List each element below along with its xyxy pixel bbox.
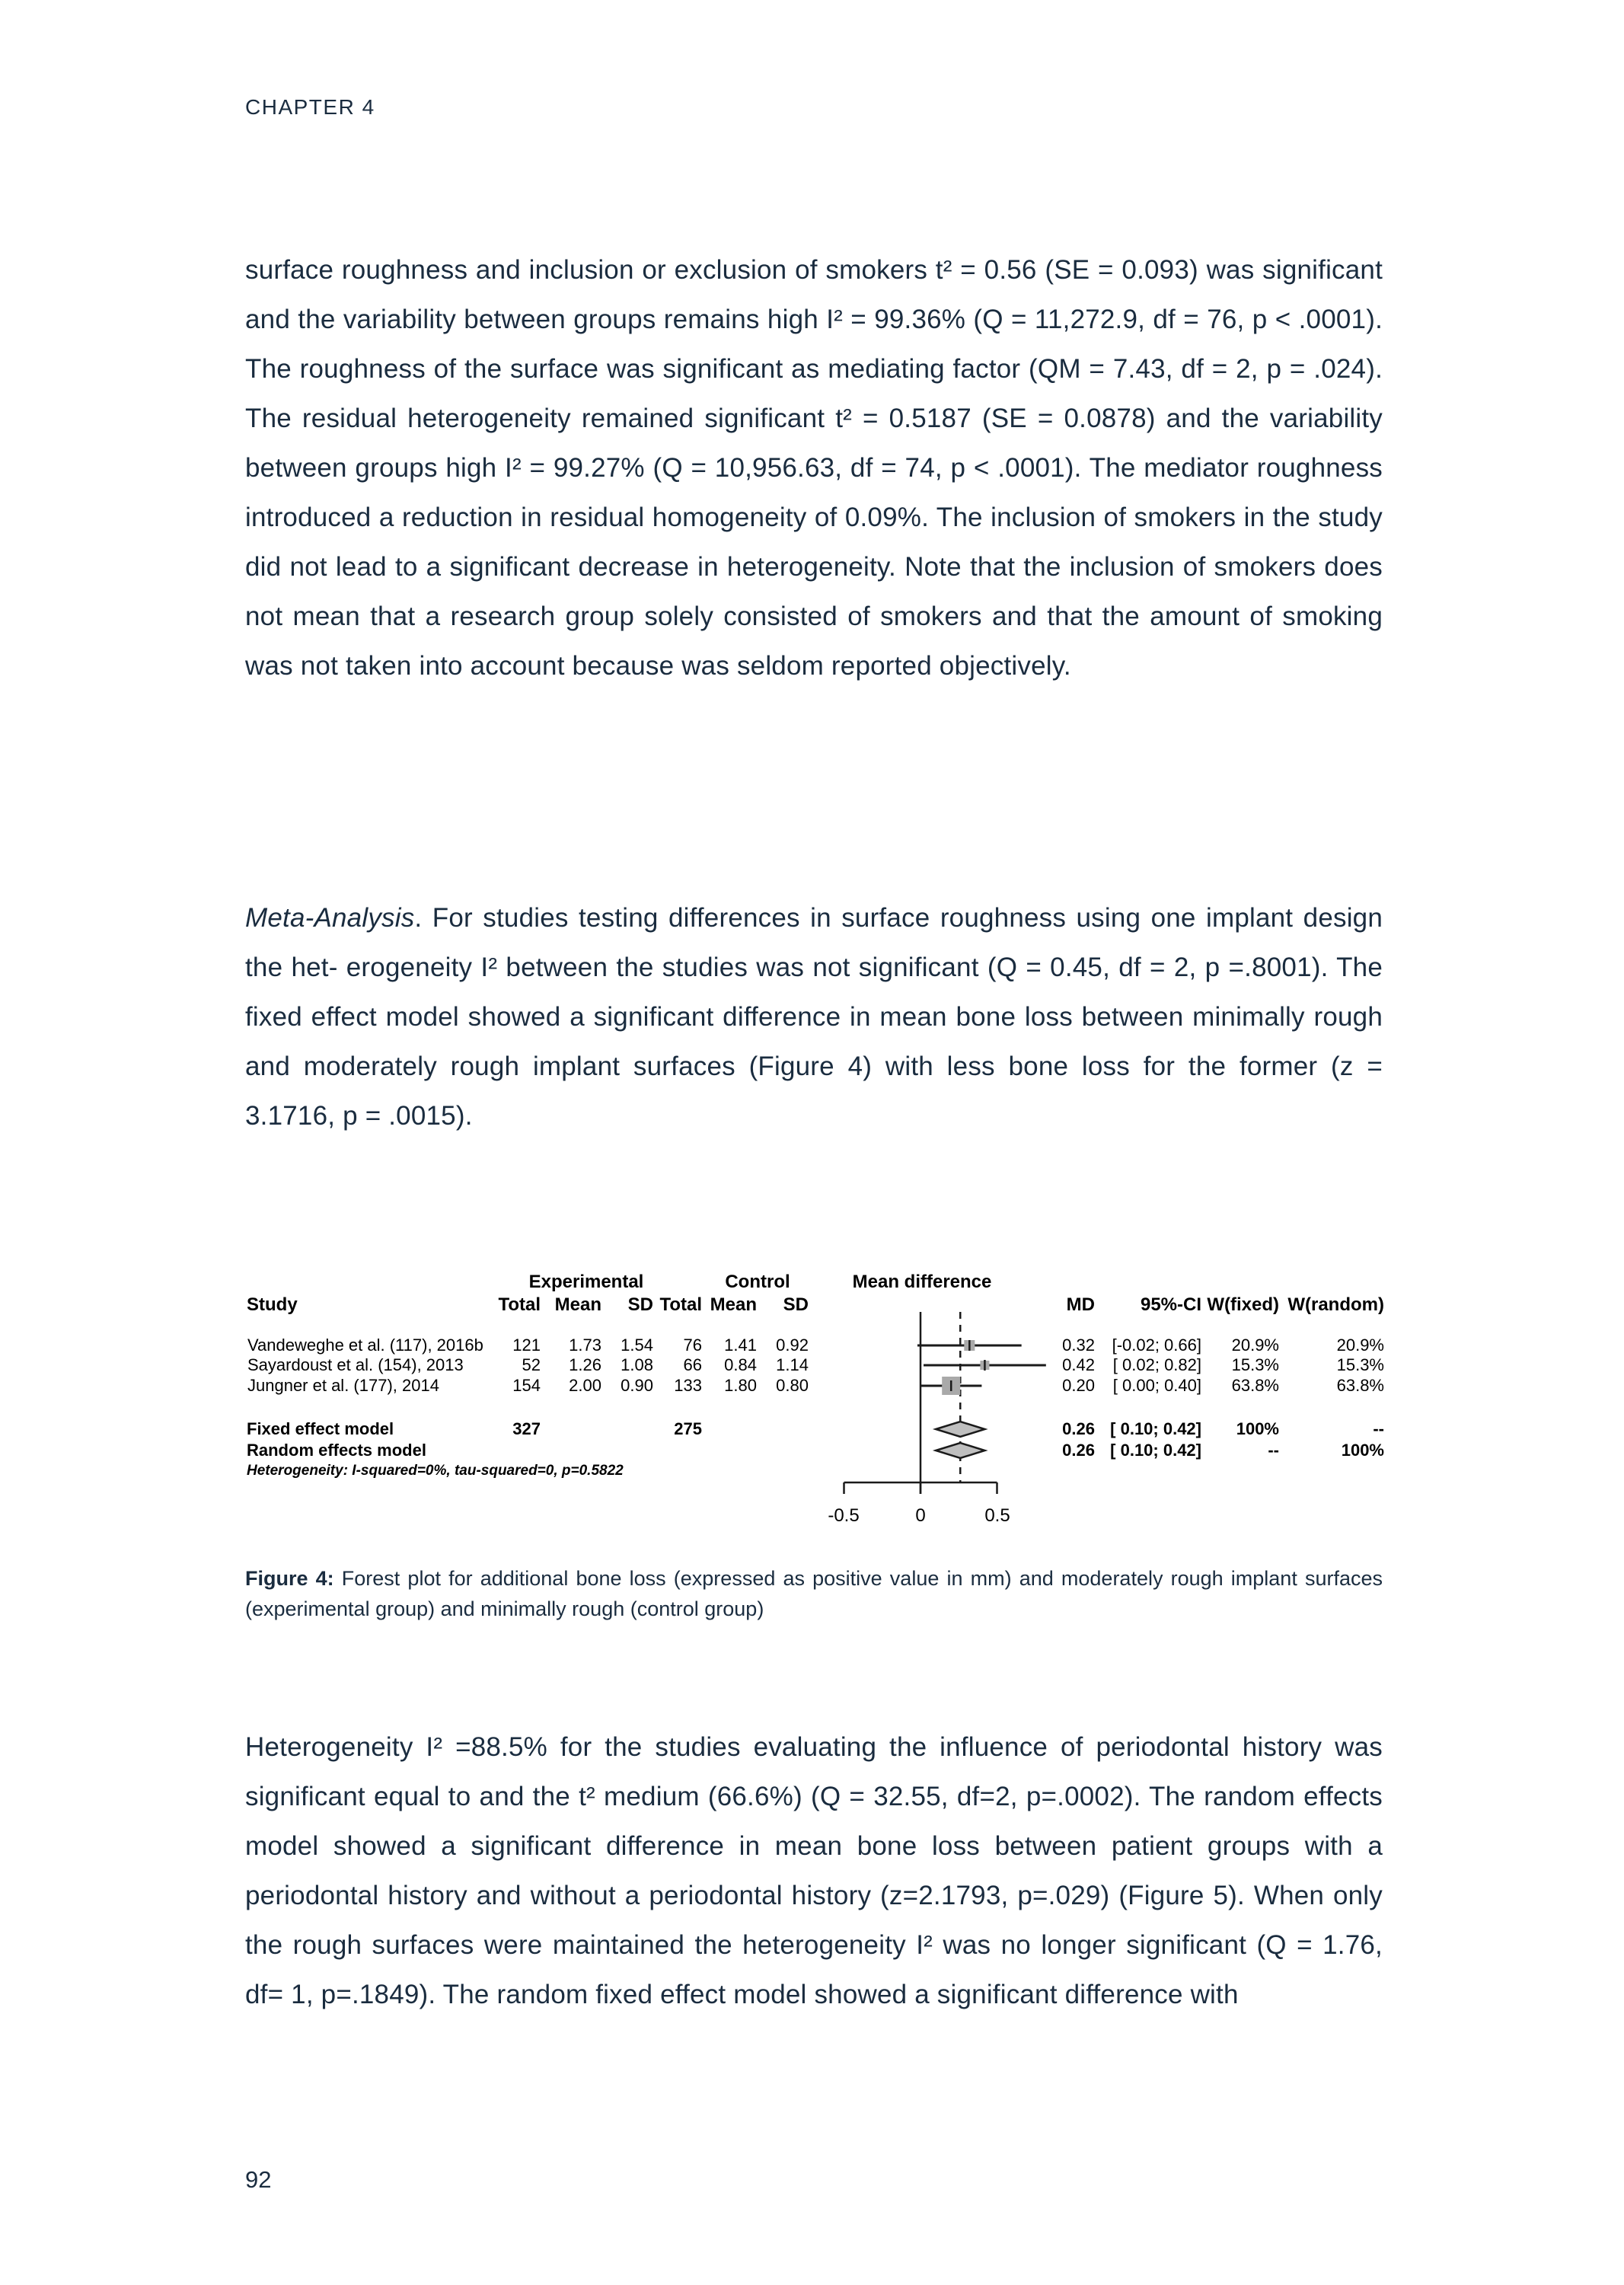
study-name: Vandeweghe et al. (117), 2016b	[247, 1336, 483, 1355]
column-header-md: MD	[1066, 1294, 1095, 1315]
ctl-total-value: 76	[683, 1336, 702, 1355]
random-ci-value: [ 0.10; 0.42]	[1110, 1441, 1201, 1460]
exp-mean-value: 2.00	[569, 1376, 601, 1395]
summary-diamond	[936, 1422, 984, 1437]
fixed-md-value: 0.26	[1062, 1419, 1095, 1438]
column-header-exp-sd: SD	[627, 1294, 653, 1315]
md-value: 0.20	[1062, 1376, 1095, 1395]
fixed-ctl-total: 275	[674, 1419, 702, 1438]
column-header-ctl-mean: Mean	[710, 1294, 757, 1315]
w-random-value: 63.8%	[1336, 1376, 1384, 1395]
paragraph-meta-analysis	[245, 893, 1383, 1141]
group-header-control: Control	[725, 1272, 790, 1292]
column-header-ci: 95%-CI	[1140, 1294, 1201, 1315]
column-header-exp-mean: Mean	[554, 1294, 601, 1315]
x-tick-label: 0.5	[984, 1505, 1010, 1526]
weight-square	[942, 1377, 960, 1395]
x-tick-label: 0	[915, 1505, 926, 1526]
meta-analysis-lead: Meta-Analysis	[245, 903, 415, 933]
page-number: 92	[245, 2166, 272, 2193]
study-name: Sayardoust et al. (154), 2013	[247, 1355, 464, 1374]
md-value: 0.42	[1062, 1355, 1095, 1374]
exp-sd-value: 0.90	[621, 1376, 653, 1395]
exp-total-value: 52	[522, 1355, 541, 1374]
column-header-ctl-total: Total	[659, 1294, 702, 1315]
w-fixed-value: 63.8%	[1231, 1376, 1279, 1395]
random-w-random: 100%	[1341, 1441, 1384, 1460]
w-fixed-value: 15.3%	[1231, 1355, 1279, 1374]
exp-mean-value: 1.73	[569, 1336, 601, 1355]
study-name: Jungner et al. (177), 2014	[247, 1376, 439, 1395]
summary-diamond	[936, 1443, 984, 1458]
random-w-fixed: --	[1268, 1441, 1279, 1460]
figure-caption-text: Forest plot for additional bone loss (expressed as positive value in mm) and moderately rough implant surfaces (experimental group) and minimally rough (control group)	[245, 1567, 1383, 1620]
fixed-ci-value: [ 0.10; 0.42]	[1110, 1419, 1201, 1438]
fixed-effect-label: Fixed effect model	[247, 1419, 394, 1438]
column-header-ctl-sd: SD	[783, 1294, 809, 1315]
exp-sd-value: 1.08	[621, 1355, 653, 1374]
column-header-w-random: W(random)	[1287, 1294, 1384, 1315]
exp-mean-value: 1.26	[569, 1355, 601, 1374]
fixed-exp-total: 327	[512, 1419, 541, 1438]
md-value: 0.32	[1062, 1336, 1095, 1355]
ctl-sd-value: 0.80	[776, 1376, 809, 1395]
exp-total-value: 121	[512, 1336, 541, 1355]
weight-square	[980, 1361, 989, 1370]
random-md-value: 0.26	[1062, 1441, 1095, 1460]
figure-caption	[245, 1563, 1383, 1624]
w-random-value: 20.9%	[1336, 1336, 1384, 1355]
paragraph-heterogeneity: Heterogeneity I² =88.5% for the studies evaluating the influence of periodontal history was significant equal to and the t² medium (66.6%) (Q = 32.55, df=2, p=.0002). The random effects model showed a significant difference in mean bone loss between patient groups with a periodontal history and without a periodontal history (z=2.1793, p=.029) (Figure 5). When only the rough surfaces were maintained the heterogeneity I² was no longer significant (Q = 1.76, df= 1, p=.1849). The random fixed effect model showed a significant difference with	[245, 1732, 1383, 2009]
ci-value: [-0.02; 0.66]	[1112, 1336, 1201, 1355]
random-effects-label: Random effects model	[247, 1441, 426, 1460]
column-header-study: Study	[247, 1294, 298, 1315]
column-header-exp-total: Total	[498, 1294, 541, 1315]
meta-analysis-text: . For studies testing differences in surface roughness using one implant design the het- erogeneity I² between the studies was not significant (Q = 0.45, df = 2, p =.8001). The fixed effect model showed a significant difference in mean bone loss between minimally rough and moderately rough implant surfaces (Figure 4) with less bone loss for the former (z = 3.1716, p = .0015).	[245, 903, 1383, 1131]
ctl-total-value: 66	[683, 1355, 702, 1374]
ctl-sd-value: 0.92	[776, 1336, 809, 1355]
paragraph-results: surface roughness and inclusion or exclusion of smokers t² = 0.56 (SE = 0.093) was significant and the variability between groups remains high I² = 99.36% (Q = 11,272.9, df = 76, p < .0001). The roughness of the surface was significant as mediating factor (QM = 7.43, df = 2, p = .024). The residual heterogeneity remained significant t² = 0.5187 (SE = 0.0878) and the variability between groups high I² = 99.27% (Q = 10,956.63, df = 74, p < .0001). The mediator roughness introduced a reduction in residual homogeneity of 0.09%. The inclusion of smokers in the study did not lead to a significant decrease in heterogeneity. Note that the inclusion of smokers does not mean that a research group solely consisted of smokers and that the amount of smoking was not taken into account because was seldom reported objectively.	[245, 255, 1383, 681]
ctl-sd-value: 1.14	[776, 1355, 809, 1374]
heterogeneity-note: Heterogeneity: I-squared=0%, tau-squared=0, p=0.5822	[247, 1463, 624, 1479]
w-random-value: 15.3%	[1336, 1355, 1384, 1374]
column-header-w-fixed: W(fixed)	[1207, 1294, 1279, 1315]
fixed-w-random: --	[1373, 1419, 1384, 1438]
figure-caption-label: Figure 4:	[245, 1567, 334, 1590]
exp-sd-value: 1.54	[621, 1336, 653, 1355]
w-fixed-value: 20.9%	[1231, 1336, 1279, 1355]
plot-title: Mean difference	[852, 1272, 992, 1292]
forest-plot-canvas	[771, 1264, 1075, 1538]
ctl-mean-value: 0.84	[724, 1355, 757, 1374]
chapter-header: CHAPTER 4	[245, 95, 375, 119]
weight-square	[964, 1340, 975, 1351]
ctl-mean-value: 1.41	[724, 1336, 757, 1355]
ctl-mean-value: 1.80	[724, 1376, 757, 1395]
fixed-w-fixed: 100%	[1236, 1419, 1279, 1438]
forest-plot-figure	[238, 1264, 1386, 1547]
x-tick-label: -0.5	[828, 1505, 860, 1526]
ci-value: [ 0.02; 0.82]	[1112, 1355, 1201, 1374]
exp-total-value: 154	[512, 1376, 541, 1395]
ctl-total-value: 133	[674, 1376, 702, 1395]
ci-value: [ 0.00; 0.40]	[1112, 1376, 1201, 1395]
group-header-experimental: Experimental	[528, 1272, 644, 1292]
